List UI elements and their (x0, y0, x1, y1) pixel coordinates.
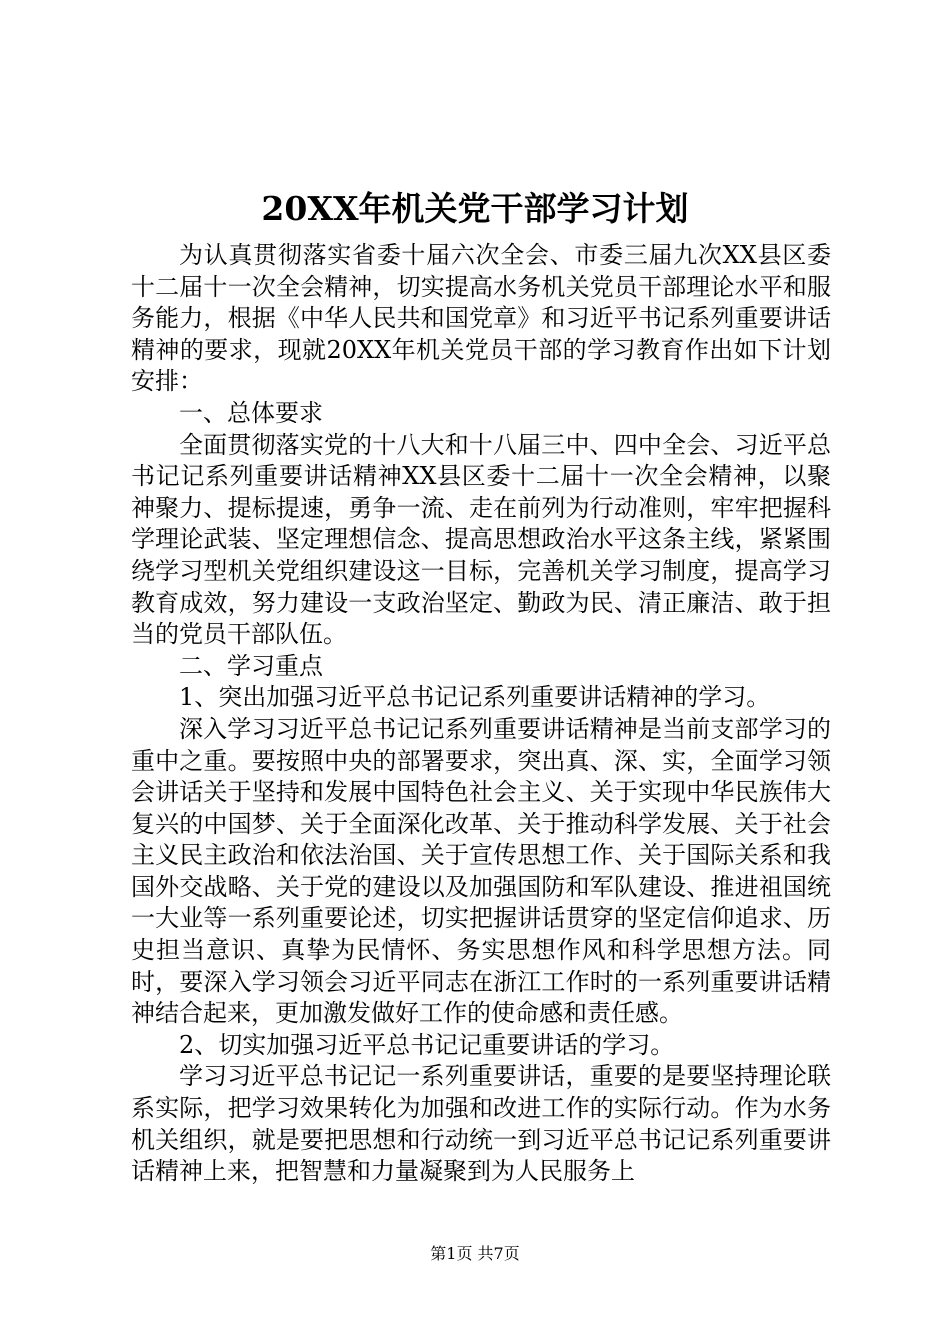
paragraph-point-2: 学习习近平总书记记一系列重要讲话，重要的是要坚持理论联系实际，把学习效果转化为加强和改进工作的实际行动。作为水务机关组织，就是要把思想和行动统一到习近平总书记记系列重要讲话精神上来，把智慧和力量凝聚到为人民服务上 (131, 1062, 831, 1186)
subheading-point-2: 2、切实加强习近平总书记记重要讲话的学习。 (179, 1030, 675, 1059)
document-title: 20XX年机关党干部学习计划 (261, 189, 689, 228)
document-body (131, 240, 831, 1188)
paragraph-general-requirements: 全面贯彻落实党的十八大和十八届三中、四中全会、习近平总书记记系列重要讲话精神XX县区委十二届十一次全会精神，以聚神聚力、提标提速，勇争一流、走在前列为行动准则，牢牢把握科学理论武装、坚定理想信念、提高思想政治水平这条主线，紧紧围绕学习型机关党组织建设这一目标，完善机关学习制度，提高学习教育成效，努力建设一支政治坚定、勤政为民、清正廉洁、敢于担当的党员干部队伍。 (131, 430, 831, 649)
subheading-point-1: 1、突出加强习近平总书记记系列重要讲话精神的学习。 (179, 683, 771, 712)
section-heading-key-points: 二、学习重点 (179, 651, 323, 680)
paragraph-point-1: 深入学习习近平总书记记系列重要讲话精神是当前支部学习的重中之重。要按照中央的部署要求，突出真、深、实，全面学习领会讲话关于坚持和发展中国特色社会主义、关于实现中华民族伟大复兴的中国梦、关于全面深化改革、关于推动科学发展、关于社会主义民主政治和依法治国、关于宣传思想工作、关于国际关系和我国外交战略、关于党的建设以及加强国防和军队建设、推进祖国统一大业等一系列重要论述，切实把握讲话贯穿的坚定信仰追求、历史担当意识、真挚为民情怀、务实思想作风和科学思想方法。同时，要深入学习领会习近平同志在浙江工作时的一系列重要讲话精神结合起来，更加激发做好工作的使命感和责任感。 (131, 714, 831, 1028)
page-number-footer: 第1页 共7页 (430, 1244, 520, 1263)
section-heading-general: 一、总体要求 (179, 398, 323, 427)
paragraph-intro: 为认真贯彻落实省委十届六次全会、市委三届九次XX县区委十二届十一次全会精神，切实提高水务机关党员干部理论水平和服务能力，根据《中华人民共和国党章》和习近平书记系列重要讲话精神的要求，现就20XX年机关党员干部的学习教育作出如下计划安排： (131, 241, 831, 396)
